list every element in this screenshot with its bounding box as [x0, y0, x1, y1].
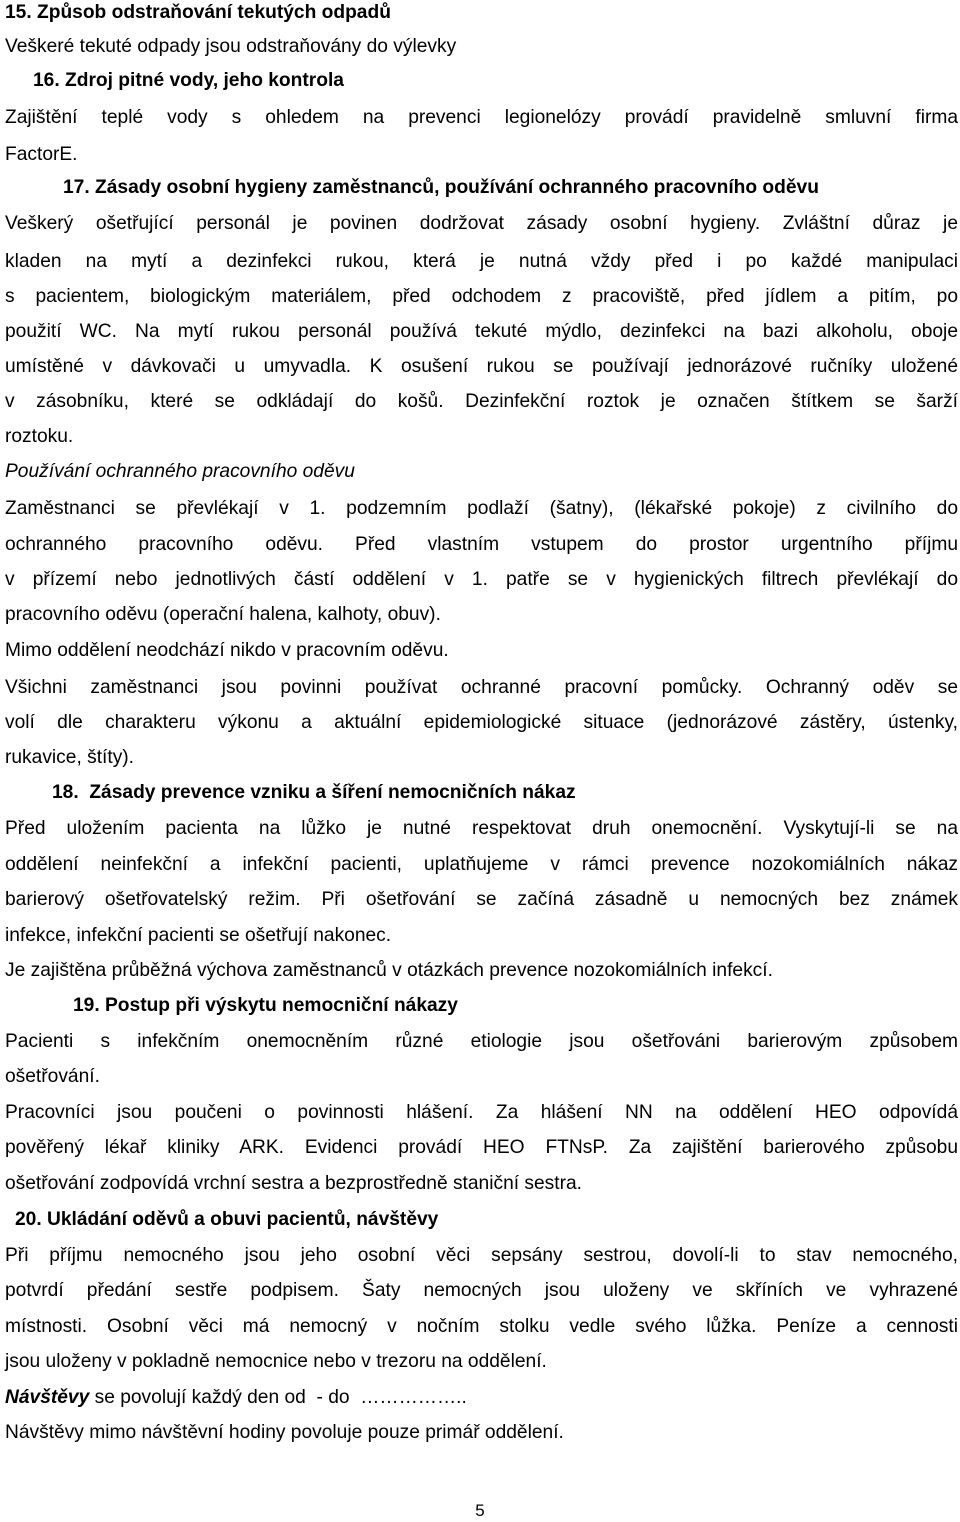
- heading-16: 16. Zdroj pitné vody, jeho kontrola: [33, 70, 344, 91]
- paragraph-line: v přízemí nebo jednotlivých částí oddělení v 1. patře se v hygienických filtrech převlékají do: [5, 569, 958, 590]
- visiting-label: Návštěvy: [5, 1387, 90, 1408]
- subheading-ochranny-odev: Používání ochranného pracovního oděvu: [5, 461, 355, 482]
- visiting-hours-line: [5, 1386, 467, 1410]
- paragraph-line: pověřený lékař kliniky ARK. Evidenci provádí HEO FTNsP. Za zajištění barierového způsobu: [5, 1137, 958, 1158]
- paragraph-line: kladen na mytí a dezinfekci rukou, která je nutná vždy před i po každé manipulaci: [5, 251, 958, 272]
- paragraph-line: Je zajištěna průběžná výchova zaměstnanců v otázkách prevence nozokomiálních infekcí.: [5, 960, 773, 981]
- visiting-hours-text: se povolují každý den od - do ……………..: [89, 1387, 467, 1408]
- paragraph-line: ochranného pracovního oděvu. Před vlastním vstupem do prostor urgentního příjmu: [5, 534, 958, 555]
- paragraph-line: Všichni zaměstnanci jsou povinni používat ochranné pracovní pomůcky. Ochranný oděv se: [5, 677, 958, 698]
- paragraph-line: Zajištění teplé vody s ohledem na prevenci legionelózy provádí pravidelně smluvní firma: [5, 107, 958, 128]
- heading-20: 20. Ukládání oděvů a obuvi pacientů, návštěvy: [15, 1209, 439, 1230]
- paragraph-line: ošetřování.: [5, 1066, 100, 1087]
- paragraph-line: Před uložením pacienta na lůžko je nutné respektovat druh onemocnění. Vyskytují-li se na: [5, 818, 958, 839]
- paragraph-line: Pacienti s infekčním onemocněním různé etiologie jsou ošetřováni barierovým způsobem: [5, 1031, 958, 1052]
- paragraph-line: v zásobníku, které se odkládají do košů. Dezinfekční roztok je označen štítkem se šarží: [5, 391, 958, 412]
- paragraph-line: roztoku.: [5, 426, 74, 447]
- paragraph-line: jsou uloženy v pokladně nemocnice nebo v trezoru na oddělení.: [5, 1351, 547, 1372]
- paragraph-line: oddělení neinfekční a infekční pacienti, uplatňujeme v rámci prevence nozokomiálních nákaz: [5, 854, 958, 875]
- paragraph-line: použití WC. Na mytí rukou personál používá tekuté mýdlo, dezinfekci na bazi alkoholu, oboje: [5, 321, 958, 342]
- paragraph-line: Při příjmu nemocného jsou jeho osobní věci sepsány sestrou, dovolí-li to stav nemocného,: [5, 1245, 958, 1266]
- paragraph-line: FactorE.: [5, 144, 78, 165]
- paragraph-line: volí dle charakteru výkonu a aktuální epidemiologické situace (jednorázové zástěry, ústenky,: [5, 712, 958, 733]
- paragraph-line: rukavice, štíty).: [5, 747, 135, 768]
- heading-15: 15. Způsob odstraňování tekutých odpadů: [5, 2, 391, 23]
- paragraph-line: Pracovníci jsou poučeni o povinnosti hlášení. Za hlášení NN na oddělení HEO odpovídá: [5, 1102, 958, 1123]
- page-number: 5: [475, 1501, 485, 1520]
- paragraph-line: Veškeré tekuté odpady jsou odstraňovány do výlevky: [5, 36, 457, 57]
- paragraph-line: Zaměstnanci se převlékají v 1. podzemním podlaží (šatny), (lékařské pokoje) z civilního do: [5, 498, 958, 519]
- paragraph-line: s pacientem, biologickým materiálem, před odchodem z pracoviště, před jídlem a pitím, po: [5, 286, 958, 307]
- paragraph-line: umístěné v dávkovači u umyvadla. K osušení rukou se používají jednorázové ručníky uložené: [5, 356, 958, 377]
- paragraph-line: Návštěvy mimo návštěvní hodiny povoluje pouze primář oddělení.: [5, 1422, 564, 1443]
- heading-18: 18. Zásady prevence vzniku a šíření nemocničních nákaz: [52, 782, 576, 803]
- paragraph-line: potvrdí předání sestře podpisem. Šaty nemocných jsou uloženy ve skříních ve vyhrazené: [5, 1280, 958, 1301]
- paragraph-line: pracovního oděvu (operační halena, kalhoty, obuv).: [5, 604, 441, 625]
- heading-17: 17. Zásady osobní hygieny zaměstnanců, používání ochranného pracovního oděvu: [63, 177, 819, 198]
- paragraph-line: Mimo oddělení neodchází nikdo v pracovním oděvu.: [5, 640, 449, 661]
- paragraph-line: infekce, infekční pacienti se ošetřují nakonec.: [5, 925, 392, 946]
- paragraph-line: Veškerý ošetřující personál je povinen dodržovat zásady osobní hygieny. Zvláštní důraz je: [5, 213, 958, 234]
- paragraph-line: místnosti. Osobní věci má nemocný v nočním stolku vedle svého lůžka. Peníze a cennosti: [5, 1316, 958, 1337]
- paragraph-line: ošetřování zodpovídá vrchní sestra a bezprostředně staniční sestra.: [5, 1173, 583, 1194]
- paragraph-line: barierový ošetřovatelský režim. Při ošetřování se začíná zásadně u nemocných bez známek: [5, 889, 958, 910]
- heading-19: 19. Postup při výskytu nemocniční nákazy: [73, 995, 458, 1016]
